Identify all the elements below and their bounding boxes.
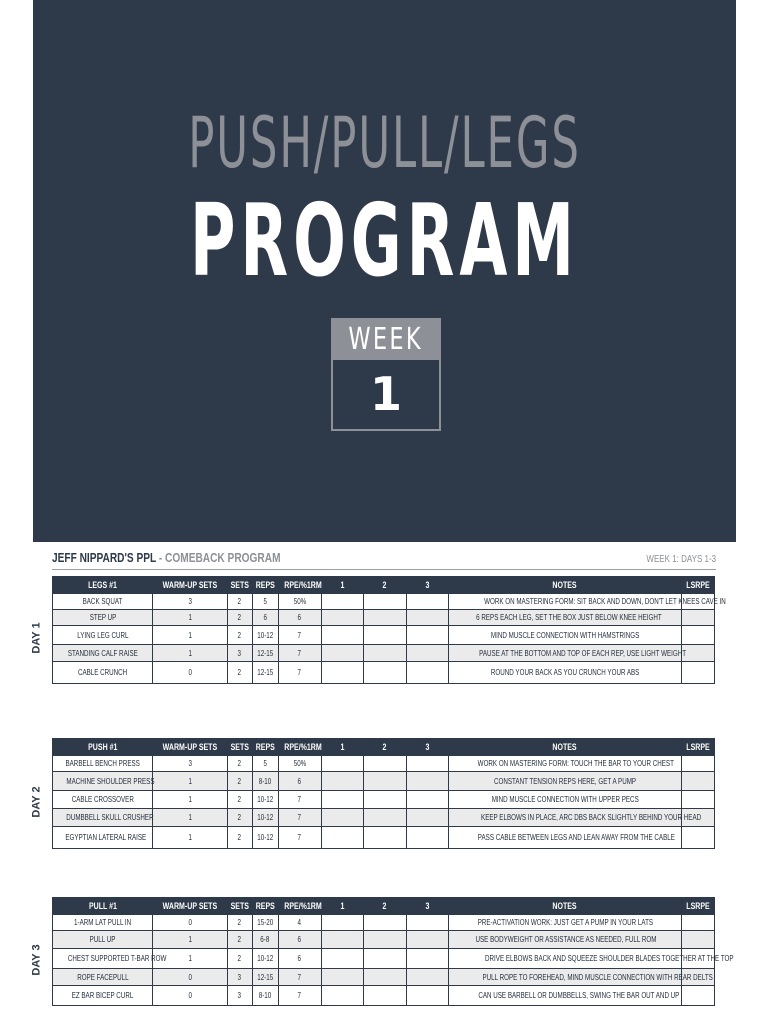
lsrpe-entry-cell[interactable] bbox=[681, 626, 714, 645]
table-row bbox=[53, 949, 715, 969]
warmup-sets-cell: 1 bbox=[153, 931, 227, 949]
reps-cell: 12-15 bbox=[252, 969, 278, 986]
set-3-entry-cell[interactable] bbox=[407, 809, 449, 827]
header-notes: NOTES bbox=[449, 577, 682, 594]
day-label: DAY 2 bbox=[31, 785, 44, 818]
table-row bbox=[53, 969, 715, 986]
table-header-row bbox=[53, 577, 715, 594]
program-brand: JEFF NIPPARD'S PPL bbox=[52, 550, 157, 565]
exercise-cell: BARBELL BENCH PRESS bbox=[53, 756, 153, 772]
day-label: DAY 1 bbox=[31, 622, 44, 654]
exercise-cell: LYING LEG CURL bbox=[53, 626, 153, 645]
exercise-cell: 1-ARM LAT PULL IN bbox=[53, 915, 153, 931]
header-set-3: 3 bbox=[407, 898, 449, 915]
header-lsrpe: LSRPE bbox=[681, 577, 714, 594]
notes-cell: PAUSE AT THE BOTTOM AND TOP OF EACH REP, USE LIGHT WEIGHT bbox=[449, 645, 682, 662]
header-rpe: RPE/%1RM bbox=[278, 739, 321, 756]
sets-cell: 3 bbox=[227, 645, 252, 662]
sets-cell: 2 bbox=[227, 662, 252, 684]
warmup-sets-cell: 3 bbox=[153, 594, 227, 610]
table-header-row bbox=[53, 898, 715, 915]
reps-cell: 10-12 bbox=[252, 791, 278, 809]
set-1-entry-cell[interactable] bbox=[321, 756, 363, 772]
workout-table bbox=[52, 897, 734, 1006]
notes-cell: MIND MUSCLE CONNECTION WITH HAMSTRINGS bbox=[449, 626, 682, 645]
set-2-entry-cell[interactable] bbox=[363, 791, 406, 809]
warmup-sets-cell: 1 bbox=[153, 610, 227, 626]
set-1-entry-cell[interactable] bbox=[321, 772, 363, 791]
reps-cell: 10-12 bbox=[252, 827, 278, 849]
rpe-cell: 6 bbox=[278, 931, 321, 949]
set-1-entry-cell[interactable] bbox=[321, 626, 363, 645]
warmup-sets-cell: 1 bbox=[153, 772, 227, 791]
header-set-3: 3 bbox=[407, 739, 449, 756]
table-row bbox=[53, 791, 715, 809]
document-title bbox=[52, 550, 281, 565]
reps-cell: 6-8 bbox=[252, 931, 278, 949]
header-sets: SETS bbox=[227, 898, 252, 915]
set-3-entry-cell[interactable] bbox=[407, 915, 449, 931]
header-sets: SETS bbox=[227, 739, 252, 756]
header-sets: SETS bbox=[227, 577, 252, 594]
set-1-entry-cell[interactable] bbox=[321, 809, 363, 827]
day-section bbox=[31, 738, 715, 849]
rpe-cell: 7 bbox=[278, 969, 321, 986]
header-workout: PUSH #1 bbox=[53, 739, 153, 756]
set-2-entry-cell[interactable] bbox=[363, 772, 406, 791]
rpe-cell: 7 bbox=[278, 645, 321, 662]
rpe-cell: 6 bbox=[278, 949, 321, 969]
set-2-entry-cell[interactable] bbox=[363, 969, 406, 986]
warmup-sets-cell: 1 bbox=[153, 626, 227, 645]
lsrpe-entry-cell[interactable] bbox=[681, 986, 714, 1006]
week-badge-number: 1 bbox=[369, 367, 402, 421]
set-3-entry-cell[interactable] bbox=[407, 645, 449, 662]
exercise-cell: CABLE CROSSOVER bbox=[53, 791, 153, 809]
day-section bbox=[31, 576, 726, 684]
reps-cell: 8-10 bbox=[252, 986, 278, 1006]
sets-cell: 2 bbox=[227, 791, 252, 809]
reps-cell: 10-12 bbox=[252, 626, 278, 645]
notes-cell: WORK ON MASTERING FORM: TOUCH THE BAR TO YOUR CHEST bbox=[449, 756, 682, 772]
set-1-entry-cell[interactable] bbox=[321, 949, 363, 969]
table-row bbox=[53, 610, 715, 626]
header-rpe: RPE/%1RM bbox=[278, 898, 321, 915]
day-label: DAY 3 bbox=[31, 943, 44, 976]
set-1-entry-cell[interactable] bbox=[321, 662, 363, 684]
set-2-entry-cell[interactable] bbox=[363, 931, 406, 949]
lsrpe-entry-cell[interactable] bbox=[681, 610, 714, 626]
set-3-entry-cell[interactable] bbox=[407, 986, 449, 1006]
table-row bbox=[53, 645, 715, 662]
header-reps: REPS bbox=[252, 739, 278, 756]
set-3-entry-cell[interactable] bbox=[407, 949, 449, 969]
rpe-cell: 7 bbox=[278, 986, 321, 1006]
header-set-1: 1 bbox=[321, 739, 363, 756]
warmup-sets-cell: 1 bbox=[153, 827, 227, 849]
week-badge-label: WEEK bbox=[333, 320, 439, 360]
warmup-sets-cell: 1 bbox=[153, 949, 227, 969]
exercise-cell: PULL UP bbox=[53, 931, 153, 949]
warmup-sets-cell: 1 bbox=[153, 791, 227, 809]
warmup-sets-cell: 3 bbox=[153, 756, 227, 772]
workout-table bbox=[52, 738, 715, 849]
table-header-row bbox=[53, 739, 715, 756]
notes-cell: CONSTANT TENSION REPS HERE, GET A PUMP bbox=[449, 772, 682, 791]
exercise-cell: EZ BAR BICEP CURL bbox=[53, 986, 153, 1006]
week-badge bbox=[331, 318, 441, 431]
table-row bbox=[53, 626, 715, 645]
set-3-entry-cell[interactable] bbox=[407, 791, 449, 809]
rpe-cell: 6 bbox=[278, 610, 321, 626]
warmup-sets-cell: 0 bbox=[153, 662, 227, 684]
sets-cell: 2 bbox=[227, 809, 252, 827]
rpe-cell: 7 bbox=[278, 626, 321, 645]
sets-cell: 2 bbox=[227, 610, 252, 626]
reps-cell: 10-12 bbox=[252, 809, 278, 827]
set-3-entry-cell[interactable] bbox=[407, 969, 449, 986]
cover-title-line2: PROGRAM bbox=[190, 182, 579, 299]
table-row bbox=[53, 809, 715, 827]
header-workout: LEGS #1 bbox=[53, 577, 153, 594]
header-warmup-sets: WARM-UP SETS bbox=[153, 898, 227, 915]
set-3-entry-cell[interactable] bbox=[407, 772, 449, 791]
warmup-sets-cell: 0 bbox=[153, 915, 227, 931]
sets-cell: 2 bbox=[227, 594, 252, 610]
exercise-cell: CABLE CRUNCH bbox=[53, 662, 153, 684]
warmup-sets-cell: 0 bbox=[153, 969, 227, 986]
rpe-cell: 7 bbox=[278, 827, 321, 849]
set-2-entry-cell[interactable] bbox=[363, 949, 406, 969]
lsrpe-entry-cell[interactable] bbox=[681, 756, 714, 772]
exercise-cell: CHEST SUPPORTED T-BAR ROW bbox=[53, 949, 153, 969]
set-1-entry-cell[interactable] bbox=[321, 986, 363, 1006]
notes-cell: CAN USE BARBELL OR DUMBBELLS, SWING THE BAR OUT AND UP bbox=[449, 986, 682, 1006]
set-2-entry-cell[interactable] bbox=[363, 662, 406, 684]
lsrpe-entry-cell[interactable] bbox=[681, 827, 714, 849]
reps-cell: 8-10 bbox=[252, 772, 278, 791]
rpe-cell: 7 bbox=[278, 791, 321, 809]
set-2-entry-cell[interactable] bbox=[363, 827, 406, 849]
reps-cell: 5 bbox=[252, 756, 278, 772]
set-2-entry-cell[interactable] bbox=[363, 610, 406, 626]
exercise-cell: STANDING CALF RAISE bbox=[53, 645, 153, 662]
header-rpe: RPE/%1RM bbox=[278, 577, 321, 594]
reps-cell: 10-12 bbox=[252, 949, 278, 969]
reps-cell: 5 bbox=[252, 594, 278, 610]
exercise-cell: MACHINE SHOULDER PRESS bbox=[53, 772, 153, 791]
sets-cell: 2 bbox=[227, 827, 252, 849]
header-lsrpe: LSRPE bbox=[681, 739, 714, 756]
set-1-entry-cell[interactable] bbox=[321, 791, 363, 809]
rpe-cell: 50% bbox=[278, 756, 321, 772]
set-2-entry-cell[interactable] bbox=[363, 915, 406, 931]
header-notes: NOTES bbox=[449, 898, 682, 915]
table-row bbox=[53, 931, 715, 949]
notes-cell: PRE-ACTIVATION WORK: JUST GET A PUMP IN YOUR LATS bbox=[449, 915, 682, 931]
header-reps: REPS bbox=[252, 898, 278, 915]
set-1-entry-cell[interactable] bbox=[321, 610, 363, 626]
table-row bbox=[53, 756, 715, 772]
set-3-entry-cell[interactable] bbox=[407, 827, 449, 849]
header-reps: REPS bbox=[252, 577, 278, 594]
document-header bbox=[52, 548, 716, 570]
table-row bbox=[53, 662, 715, 684]
cover-title-line1: PUSH/PULL/LEGS bbox=[188, 102, 581, 184]
header-set-1: 1 bbox=[321, 577, 363, 594]
table-row bbox=[53, 915, 715, 931]
lsrpe-entry-cell[interactable] bbox=[681, 772, 714, 791]
rpe-cell: 7 bbox=[278, 662, 321, 684]
lsrpe-entry-cell[interactable] bbox=[681, 791, 714, 809]
reps-cell: 6 bbox=[252, 610, 278, 626]
set-1-entry-cell[interactable] bbox=[321, 969, 363, 986]
header-set-2: 2 bbox=[363, 898, 406, 915]
set-3-entry-cell[interactable] bbox=[407, 610, 449, 626]
set-2-entry-cell[interactable] bbox=[363, 626, 406, 645]
set-3-entry-cell[interactable] bbox=[407, 626, 449, 645]
day-section bbox=[31, 897, 734, 1006]
reps-cell: 15-20 bbox=[252, 915, 278, 931]
sets-cell: 3 bbox=[227, 969, 252, 986]
rpe-cell: 6 bbox=[278, 772, 321, 791]
rpe-cell: 50% bbox=[278, 594, 321, 610]
set-3-entry-cell[interactable] bbox=[407, 662, 449, 684]
program-subtitle: - COMEBACK PROGRAM bbox=[156, 550, 281, 565]
header-set-2: 2 bbox=[363, 577, 406, 594]
cover-panel bbox=[33, 0, 736, 542]
notes-cell: PULL ROPE TO FOREHEAD, MIND MUSCLE CONNECTION WITH REAR DELTS bbox=[449, 969, 682, 986]
lsrpe-entry-cell[interactable] bbox=[681, 662, 714, 684]
header-notes: NOTES bbox=[449, 739, 682, 756]
notes-cell: MIND MUSCLE CONNECTION WITH UPPER PECS bbox=[449, 791, 682, 809]
header-warmup-sets: WARM-UP SETS bbox=[153, 739, 227, 756]
header-warmup-sets: WARM-UP SETS bbox=[153, 577, 227, 594]
reps-cell: 12-15 bbox=[252, 645, 278, 662]
notes-cell: KEEP ELBOWS IN PLACE, ARC DBS BACK SLIGHTLY BEHIND YOUR HEAD bbox=[449, 809, 682, 827]
set-1-entry-cell[interactable] bbox=[321, 915, 363, 931]
reps-cell: 12-15 bbox=[252, 662, 278, 684]
workout-table bbox=[52, 576, 726, 684]
set-2-entry-cell[interactable] bbox=[363, 645, 406, 662]
warmup-sets-cell: 1 bbox=[153, 809, 227, 827]
set-3-entry-cell[interactable] bbox=[407, 594, 449, 610]
rpe-cell: 4 bbox=[278, 915, 321, 931]
warmup-sets-cell: 1 bbox=[153, 645, 227, 662]
header-lsrpe: LSRPE bbox=[681, 898, 714, 915]
lsrpe-entry-cell[interactable] bbox=[681, 645, 714, 662]
table-row bbox=[53, 986, 715, 1006]
week-range: WEEK 1: DAYS 1-3 bbox=[646, 554, 716, 565]
sets-cell: 2 bbox=[227, 949, 252, 969]
header-set-1: 1 bbox=[321, 898, 363, 915]
sets-cell: 2 bbox=[227, 626, 252, 645]
rpe-cell: 7 bbox=[278, 809, 321, 827]
sets-cell: 3 bbox=[227, 986, 252, 1006]
lsrpe-entry-cell[interactable] bbox=[681, 915, 714, 931]
exercise-cell: BACK SQUAT bbox=[53, 594, 153, 610]
table-row bbox=[53, 827, 715, 849]
notes-cell: DRIVE ELBOWS BACK AND SQUEEZE SHOULDER BLADES TOGETHER AT THE TOP bbox=[449, 949, 682, 969]
set-2-entry-cell[interactable] bbox=[363, 809, 406, 827]
set-2-entry-cell[interactable] bbox=[363, 756, 406, 772]
notes-cell: USE BODYWEIGHT OR ASSISTANCE AS NEEDED, FULL ROM bbox=[449, 931, 682, 949]
set-2-entry-cell[interactable] bbox=[363, 594, 406, 610]
table-row bbox=[53, 772, 715, 791]
set-3-entry-cell[interactable] bbox=[407, 931, 449, 949]
exercise-cell: ROPE FACEPULL bbox=[53, 969, 153, 986]
notes-cell: ROUND YOUR BACK AS YOU CRUNCH YOUR ABS bbox=[449, 662, 682, 684]
set-1-entry-cell[interactable] bbox=[321, 594, 363, 610]
warmup-sets-cell: 0 bbox=[153, 986, 227, 1006]
set-1-entry-cell[interactable] bbox=[321, 931, 363, 949]
set-1-entry-cell[interactable] bbox=[321, 645, 363, 662]
notes-cell: WORK ON MASTERING FORM: SIT BACK AND DOWN, DON'T LET KNEES CAVE IN bbox=[449, 594, 682, 610]
table-row bbox=[53, 594, 715, 610]
sets-cell: 2 bbox=[227, 915, 252, 931]
header-set-3: 3 bbox=[407, 577, 449, 594]
set-1-entry-cell[interactable] bbox=[321, 827, 363, 849]
set-3-entry-cell[interactable] bbox=[407, 756, 449, 772]
exercise-cell: STEP UP bbox=[53, 610, 153, 626]
set-2-entry-cell[interactable] bbox=[363, 986, 406, 1006]
header-set-2: 2 bbox=[363, 739, 406, 756]
notes-cell: 6 REPS EACH LEG, SET THE BOX JUST BELOW KNEE HEIGHT bbox=[449, 610, 682, 626]
exercise-cell: DUMBBELL SKULL CRUSHER bbox=[53, 809, 153, 827]
lsrpe-entry-cell[interactable] bbox=[681, 931, 714, 949]
sets-cell: 2 bbox=[227, 931, 252, 949]
notes-cell: PASS CABLE BETWEEN LEGS AND LEAN AWAY FROM THE CABLE bbox=[449, 827, 682, 849]
sets-cell: 2 bbox=[227, 756, 252, 772]
sets-cell: 2 bbox=[227, 772, 252, 791]
header-workout: PULL #1 bbox=[53, 898, 153, 915]
exercise-cell: EGYPTIAN LATERAL RAISE bbox=[53, 827, 153, 849]
